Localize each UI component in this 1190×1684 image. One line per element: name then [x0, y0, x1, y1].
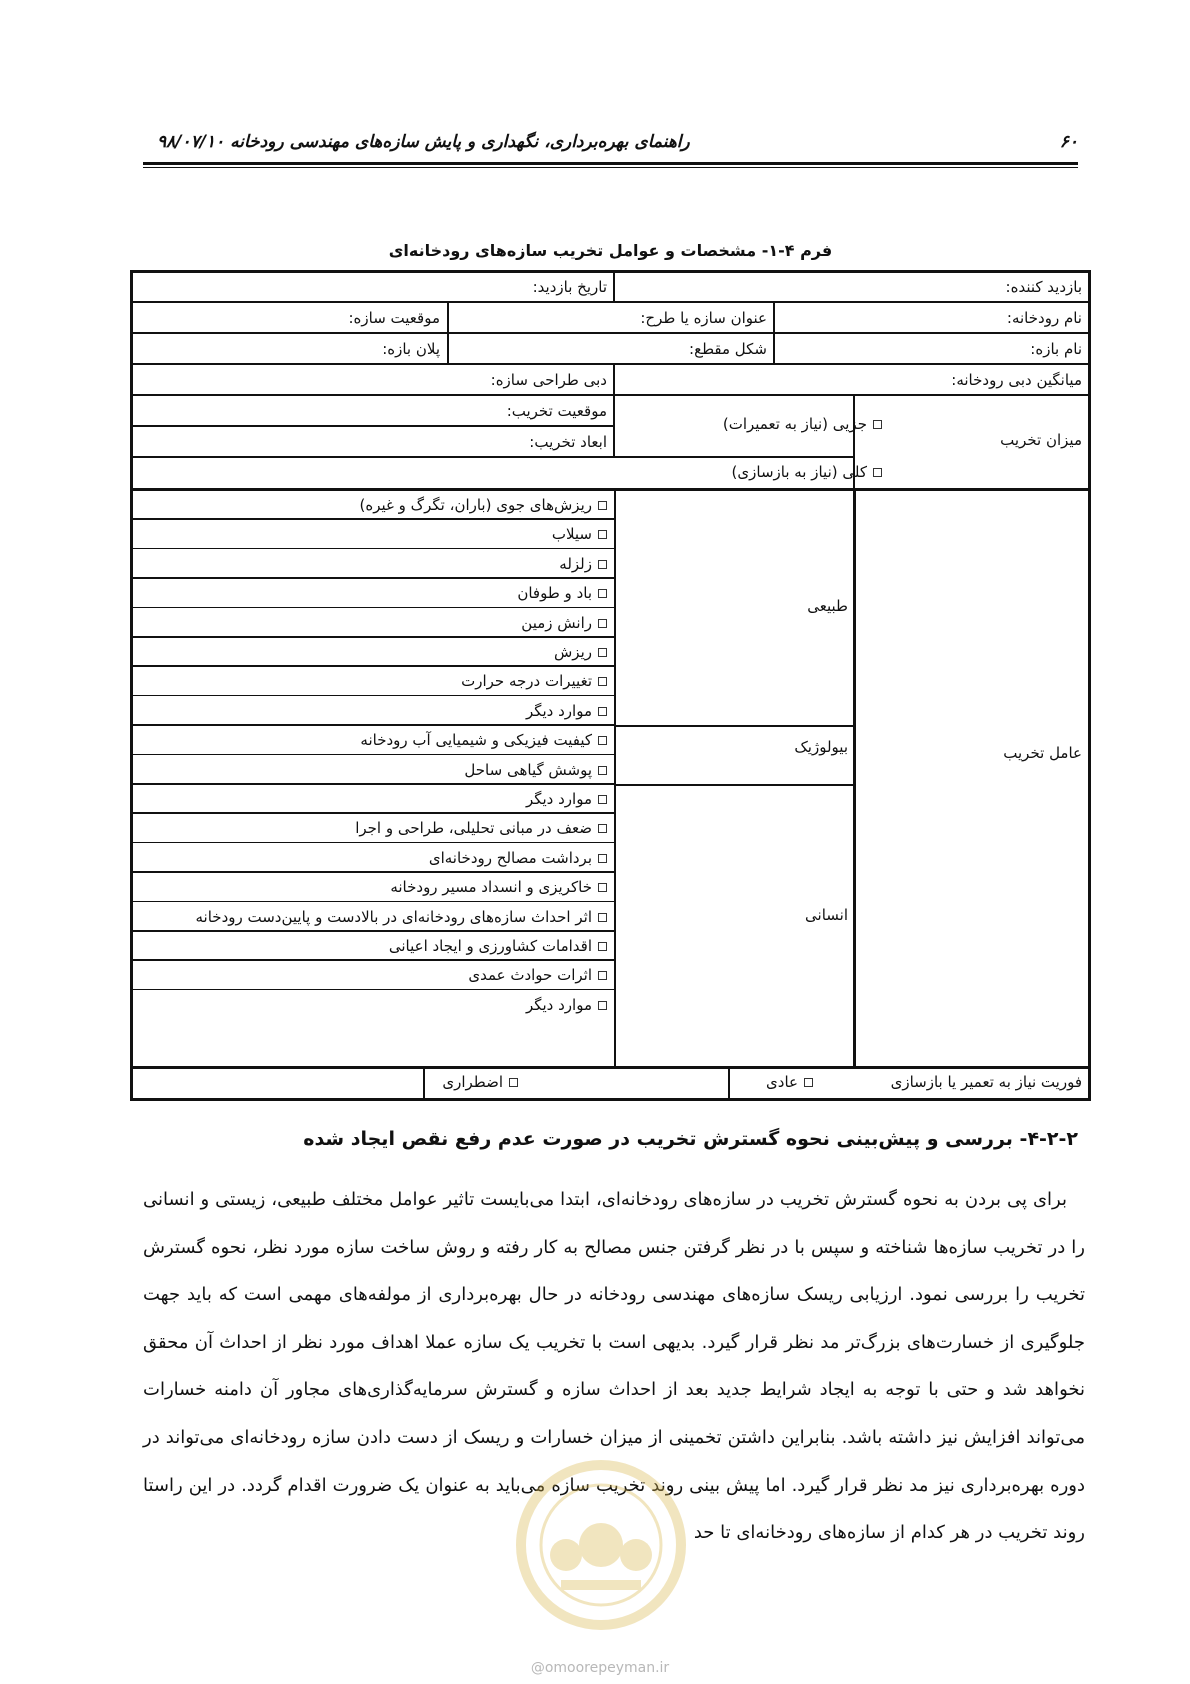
item-divider [133, 842, 614, 844]
checkbox[interactable] [598, 883, 607, 892]
factor-item[interactable] [517, 583, 607, 603]
structure-location-label: موقعیت سازه: [348, 309, 440, 327]
section-divider [133, 488, 1088, 491]
factor-item[interactable] [464, 760, 607, 780]
checkbox[interactable] [598, 619, 607, 628]
item-divider [133, 607, 614, 609]
factor-item-label: زلزله [559, 554, 592, 573]
design-flow-label: دبی طراحی سازه: [490, 371, 607, 389]
item-divider [133, 901, 614, 903]
item-divider [133, 783, 614, 785]
factor-item[interactable] [526, 789, 607, 809]
checkbox[interactable] [598, 589, 607, 598]
factor-item[interactable] [360, 730, 607, 750]
item-divider [133, 695, 614, 697]
item-divider [133, 812, 614, 814]
mean-river-flow-label: میانگین دبی رودخانه: [951, 371, 1082, 389]
item-divider [133, 754, 614, 756]
row-divider [133, 332, 1088, 334]
factor-item[interactable] [461, 671, 607, 691]
factor-item-label: ریزش‌های جوی (باران، تگرگ و غیره) [359, 496, 592, 514]
group-divider [614, 725, 854, 727]
factor-item[interactable] [559, 554, 607, 574]
factor-item[interactable] [554, 642, 607, 662]
factor-item[interactable] [389, 936, 607, 956]
human-group-label: انسانی [805, 906, 848, 924]
group-col-divider [614, 488, 616, 1066]
damage-dimensions-label: ابعاد تخریب: [529, 433, 607, 451]
col-divider [773, 301, 775, 363]
col-divider [613, 363, 615, 394]
factor-item-label: خاکریزی و انسداد مسیر رودخانه [390, 878, 592, 897]
col-divider [447, 301, 449, 363]
item-divider [133, 959, 614, 961]
item-divider [133, 518, 614, 520]
option-label: عادی [766, 1073, 798, 1091]
checkbox[interactable] [598, 530, 607, 539]
damage-location-label: موقعیت تخریب: [506, 402, 607, 420]
factor-item[interactable] [360, 495, 607, 515]
row-divider [133, 301, 1088, 303]
checkbox[interactable] [598, 913, 607, 922]
checkbox[interactable] [598, 971, 607, 980]
item-divider [133, 548, 614, 550]
minor-damage-option[interactable] [723, 414, 882, 434]
factor-item[interactable] [429, 848, 607, 868]
col-divider [613, 394, 615, 456]
section-divider [133, 1066, 1088, 1069]
factor-item-label: موارد دیگر [525, 790, 592, 808]
major-damage-option[interactable] [732, 462, 882, 482]
factor-item[interactable] [355, 818, 607, 838]
checkbox[interactable] [598, 854, 607, 863]
header-rule [143, 162, 1078, 165]
damage-extent-label: میزان تخریب [1000, 431, 1082, 449]
emergency-urgency-option[interactable] [442, 1072, 518, 1092]
factor-item[interactable] [196, 907, 607, 927]
factor-item-label: اقدامات کشاورزی و ایجاد اعیانی [388, 937, 592, 955]
col-divider [613, 273, 615, 301]
natural-group-label: طبیعی [807, 597, 848, 615]
body-paragraph: برای پی بردن به نحوه گسترش تخریب در سازه‌های رودخانه‌ای، ابتدا می‌بایست تاثیر عوامل مختلف طبیعی، زیستی و انسانی را در تخریب سازه‌ها شناخته و سپس با در نظر گرفتن جنس مصالح به کار رفته و روش ساخت سازه مورد نظر، نحوه گسترش تخریب را بررسی نمود. ارزیابی ریسک سازه‌های مهندسی رودخانه در حال بهره‌برداری از مولفه‌های مهمی است که باید جهت جلوگیری از خسارت‌های بزرگ‌تر مد نظر قرار گیرد. بدیهی است با تخریب یک سازه عملا اهداف مورد نظر از احداث آن محقق نخواهد شد و حتی با توجه به ایجاد شرایط جدید بعد از احداث سازه و گسترش سرمایه‌گذاری‌های مجاور آن دامنه خسارات می‌تواند افزایش نیز داشته باشد. بنابراین داشتن تخمینی از میزان خسارات و ریسک از دست دادن سازه رودخانه‌ای می‌تواند در دوره بهره‌برداری نیز مد نظر قرار گیرد. اما پیش بینی روند تخریب سازه می‌باید به عنوان یک ضرورت اقدام گردد. در این راستا روند تخریب در هر کدام از سازه‌های رودخانه‌ای تا حد [143, 1189, 1085, 1544]
factor-item-label: تغییرات درجه حرارت [461, 672, 592, 691]
factor-item[interactable] [521, 613, 607, 633]
reach-name-label: نام بازه: [1030, 340, 1082, 358]
factor-item-label: برداشت مصالح رودخانه‌ای [428, 848, 592, 867]
checkbox[interactable] [598, 560, 607, 569]
item-divider [133, 930, 614, 932]
item-divider [133, 636, 614, 638]
page-number: ۶۰ [1059, 132, 1078, 152]
factor-item-label: موارد دیگر [525, 701, 592, 720]
factor-item-label: باد و طوفان [517, 584, 592, 603]
factor-item-label: کیفیت فیزیکی و شیمیایی آب رودخانه [360, 731, 592, 750]
factor-item-label: موارد دیگر [525, 995, 592, 1014]
biological-group-label: بیولوژیک [794, 738, 848, 756]
urgency-label: فوریت نیاز به تعمیر یا بازسازی [890, 1073, 1082, 1091]
col-divider [728, 1066, 730, 1098]
inspection-form [130, 270, 1091, 1101]
factor-item[interactable] [390, 877, 607, 897]
checkbox[interactable] [598, 824, 607, 833]
item-divider [133, 577, 614, 579]
option-label: اضطراری [442, 1073, 503, 1091]
factor-item-label: ضعف در مبانی تحلیلی، طراحی و اجرا [355, 819, 592, 838]
section-heading: ۴-۲-۲- بررسی و پیش‌بینی نحوه گسترش تخریب در صورت عدم رفع نقص ایجاد شده [303, 1128, 1078, 1150]
visitor-label: بازدید کننده: [1005, 278, 1082, 296]
col-divider [423, 1066, 425, 1098]
book-title: راهنمای بهره‌برداری، نگهداری و پایش سازه‌های مهندسی رودخانه [230, 132, 690, 152]
watermark-url: @omoorepeyman.ir [530, 1660, 670, 1676]
running-header [143, 132, 1078, 162]
checkbox[interactable] [509, 1078, 518, 1087]
factor-col-divider [853, 488, 856, 1066]
factor-item-label: ریزش [553, 643, 592, 661]
checkbox[interactable] [873, 420, 882, 429]
normal-urgency-option[interactable] [766, 1072, 813, 1092]
checkbox[interactable] [598, 707, 607, 716]
factor-item-label: سیلاب [551, 525, 592, 544]
group-divider [614, 784, 854, 786]
checkbox[interactable] [804, 1078, 813, 1087]
option-label: کلی (نیاز به بازسازی) [731, 463, 867, 481]
factor-item[interactable] [468, 965, 607, 985]
row-divider [133, 394, 1088, 396]
checkbox[interactable] [598, 648, 607, 657]
checkbox[interactable] [598, 736, 607, 745]
row-divider [133, 456, 853, 458]
header-rule-thin [143, 167, 1078, 168]
structure-title-label: عنوان سازه یا طرح: [640, 309, 767, 327]
row-divider [133, 363, 1088, 365]
factor-item[interactable] [526, 701, 607, 721]
item-divider [133, 665, 614, 667]
factor-item[interactable] [552, 524, 607, 544]
checkbox[interactable] [598, 766, 607, 775]
checkbox[interactable] [873, 468, 882, 477]
factor-item-label: اثر احداث سازه‌های رودخانه‌ای در بالادست و پایین‌دست رودخانه [195, 907, 592, 926]
visit-date-label: تاریخ بازدید: [532, 278, 607, 296]
cross-section-label: شکل مقطع: [689, 340, 767, 358]
option-label: جزیی (نیاز به تعمیرات) [722, 415, 867, 433]
checkbox[interactable] [598, 1001, 607, 1010]
damage-factor-label: عامل تخریب [1003, 744, 1082, 762]
watermark-seal-icon [506, 1450, 696, 1640]
item-divider [133, 871, 614, 873]
item-divider [133, 724, 614, 726]
river-name-label: نام رودخانه: [1006, 309, 1082, 327]
form-caption: فرم ۴-۱- مشخصات و عوامل تخریب سازه‌های رودخانه‌ای [388, 241, 833, 260]
header-title-group [143, 132, 690, 152]
factor-item-label: اثرات حوادث عمدی [468, 966, 592, 985]
checkbox[interactable] [598, 501, 607, 510]
checkbox[interactable] [598, 677, 607, 686]
factor-item-label: رانش زمین [521, 613, 592, 632]
item-divider [133, 989, 614, 991]
reach-plan-label: پلان بازه: [382, 340, 440, 358]
factor-item-label: پوشش گیاهی ساحل [464, 760, 592, 779]
checkbox[interactable] [598, 942, 607, 951]
checkbox[interactable] [598, 795, 607, 804]
row-divider [133, 425, 614, 427]
factor-item[interactable] [526, 995, 607, 1015]
header-date: ۹۸/۰۷/۱۰ [157, 132, 225, 152]
